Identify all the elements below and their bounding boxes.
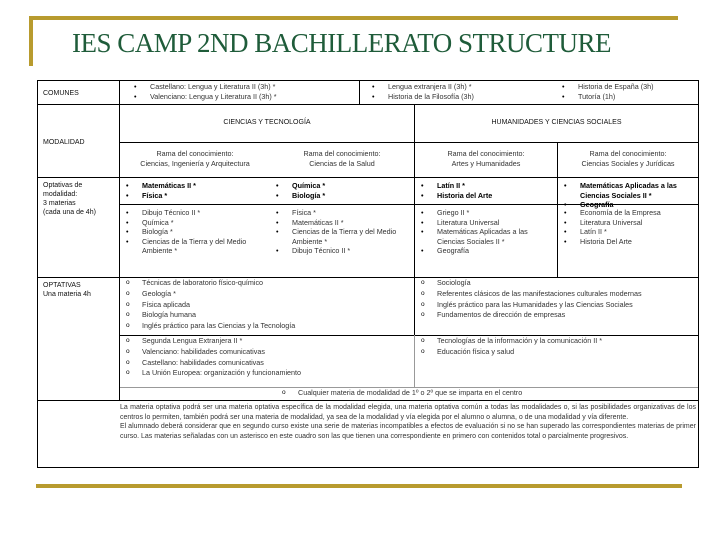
choice-list-ciencias <box>120 208 268 256</box>
row-label-comunes: COMUNES <box>43 90 79 97</box>
row-label-optativas-modalidad: Optativas de modalidad: 3 materias (cada una de 4h) <box>43 182 96 216</box>
subject-item: • Literatura Universal <box>558 218 698 228</box>
comunes-list-2 <box>366 82 474 101</box>
rama-sociales-juridicas: Rama del conocimiento: Ciencias Sociales y Jurídicas <box>581 149 675 168</box>
title-accent-line-top <box>30 16 678 20</box>
subject-item: • Lengua extranjera II (3h) * <box>366 82 474 92</box>
col-divider <box>359 81 360 104</box>
subject-item: • Geografía <box>558 200 698 210</box>
optativas-common-left-list <box>120 336 301 379</box>
note-paragraph: El alumnado deberá considerar que en segundo curso existe una serie de materias incompatibles a efectos de evaluación si no se han superado las correspondientes materias de primer curso. Las materias señaladas con un asterisco en este cuadro son las que tienen una correspondiente en primero con contenidos total o parcialmente progresivos. <box>120 423 696 440</box>
note-paragraph: La materia optativa podrá ser una materia optativa específica de la modalidad elegida, una materia optativa común a todas las modalidades o, si las posibilidades organizativas de los centros lo permiten, también podrá ser una materia de modalidad, ya sea de la modalidad y vía elegida por el alumno o alumna, o de una modalidad y vía diferente. <box>120 404 696 421</box>
subject-item: o Biología humana <box>120 310 295 321</box>
subject-item: o Sociología <box>415 278 642 289</box>
subject-item: o Cualquier materia de modalidad de 1º o 2º que se imparta en el centro <box>276 388 522 398</box>
subject-item: o La Unión Europea: organización y funcionamiento <box>120 368 301 379</box>
rama-artes-humanidades: Rama del conocimiento: Artes y Humanidades <box>447 149 525 168</box>
subject-item: • Química * <box>120 218 268 228</box>
subject-item: o Técnicas de laboratorio físico-químico <box>120 278 295 289</box>
structure-table <box>37 80 699 468</box>
subject-item: o Segunda Lengua Extranjera II * <box>120 336 301 347</box>
subject-item: • Literatura Universal <box>415 218 555 228</box>
comunes-list-3 <box>556 82 654 101</box>
subject-item: • Química * <box>270 181 325 191</box>
subject-item: o Tecnologías de la información y la comunicación II * <box>415 336 602 347</box>
subject-item: • Ciencias de la Tierra y del Medio Ambiente * <box>270 227 412 246</box>
subject-item: • Historia Del Arte <box>558 237 698 247</box>
subject-item: • Historia de España (3h) <box>556 82 654 92</box>
title-accent-line-left <box>29 16 33 66</box>
required-list-ciencias <box>120 181 196 200</box>
subject-item: o Castellano: habilidades comunicativas <box>120 358 301 369</box>
subject-item: • Biología * <box>270 191 325 201</box>
required-list-artes <box>415 181 492 200</box>
required-list-sociales <box>558 181 698 210</box>
subject-item: • Latín II * <box>558 227 698 237</box>
subject-item: • Historia del Arte <box>415 191 492 201</box>
subject-item: • Historia de la Filosofía (3h) <box>366 92 474 102</box>
subject-item: • Dibujo Técnico II * <box>270 246 412 256</box>
subject-item: • Dibujo Técnico II * <box>120 208 268 218</box>
choice-list-sociales <box>558 208 698 246</box>
subject-item: o Referentes clásicos de las manifestaciones culturales modernas <box>415 289 642 300</box>
subject-item: • Valenciano: Lengua y Literatura II (3h) * <box>128 92 277 102</box>
required-list-salud <box>270 181 325 200</box>
subject-item: o Valenciano: habilidades comunicativas <box>120 347 301 358</box>
optativas-common-right-list <box>415 336 602 358</box>
choice-list-salud <box>270 208 412 256</box>
subject-item: • Matemáticas Aplicadas a las Ciencias Sociales II * <box>415 227 555 246</box>
subject-item: • Castellano: Lengua y Literatura II (3h) * <box>128 82 277 92</box>
subject-item: • Ciencias de la Tierra y del Medio Ambiente * <box>120 237 268 256</box>
subject-item: • Física * <box>270 208 412 218</box>
subject-item: • Griego II * <box>415 208 555 218</box>
row-label-modalidad: MODALIDAD <box>43 139 85 146</box>
row-divider <box>38 104 698 105</box>
subject-item: • Matemáticas II * <box>270 218 412 228</box>
rama-ciencias-ingenieria: Rama del conocimiento: Ciencias, Ingeniería y Arquitectura <box>140 149 250 168</box>
subject-item: o Física aplicada <box>120 300 295 311</box>
notes-block <box>38 401 698 441</box>
row-divider <box>119 142 698 143</box>
subject-item: • Latín II * <box>415 181 492 191</box>
subject-item: o Educación física y salud <box>415 347 602 358</box>
subject-item: • Tutoría (1h) <box>556 92 654 102</box>
optativas-humanidades-list <box>415 278 642 321</box>
subject-item: • Matemáticas II * <box>120 181 196 191</box>
subject-item: • Economía de la Empresa <box>558 208 698 218</box>
subject-item: o Fundamentos de dirección de empresas <box>415 310 642 321</box>
subject-item: o Inglés práctico para las Humanidades y las Ciencias Sociales <box>415 300 642 311</box>
slide-title: IES CAMP 2ND BACHILLERATO STRUCTURE <box>72 28 612 58</box>
optativas-ciencias-list <box>120 278 295 332</box>
comunes-list-1 <box>128 82 277 101</box>
subject-item: o Geología * <box>120 289 295 300</box>
row-divider <box>38 177 698 178</box>
subject-item: o Inglés práctico para las Ciencias y la Tecnología <box>120 321 295 332</box>
subject-item: • Matemáticas Aplicadas a las Ciencias Sociales II * <box>558 181 698 200</box>
group-header-humanidades: HUMANIDADES Y CIENCIAS SOCIALES <box>491 119 622 126</box>
footer-accent-line <box>36 484 682 488</box>
choice-list-artes <box>415 208 555 256</box>
group-header-ciencias: CIENCIAS Y TECNOLOGÍA <box>223 119 311 126</box>
optativas-any-list <box>276 388 522 398</box>
rama-ciencias-salud: Rama del conocimiento: Ciencias de la Salud <box>303 149 381 168</box>
row-label-optativas: OPTATIVAS Una materia 4h <box>43 282 91 298</box>
subject-item: • Física * <box>120 191 196 201</box>
subject-item: • Biología * <box>120 227 268 237</box>
subject-item: • Geografía <box>415 246 555 256</box>
